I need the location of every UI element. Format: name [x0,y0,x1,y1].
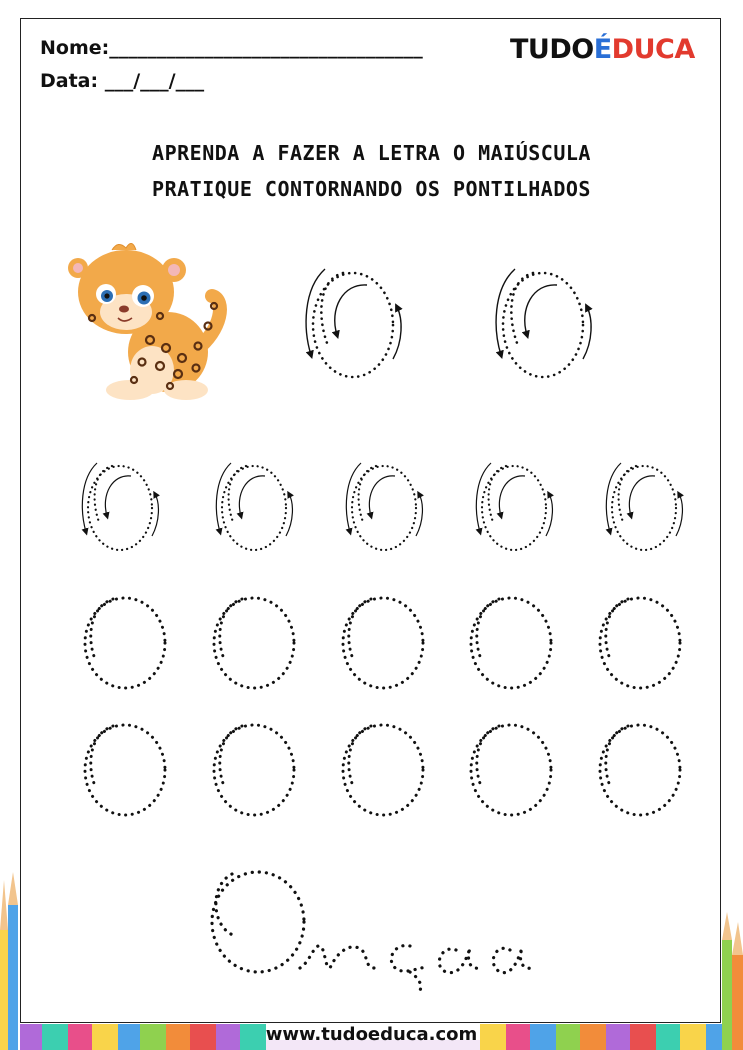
date-field-label: Data: ___/___/___ [40,70,205,92]
dotted-letter-o-r2-5 [600,725,680,815]
guided-letter-o-3 [346,463,422,550]
dotted-letter-o-r2-1 [85,725,165,815]
title-line-1: APRENDA A FAZER A LETRA O MAIÚSCULA [152,141,591,165]
guided-letter-o-large-2 [496,269,591,377]
title-line-2: PRATIQUE CONTORNANDO OS PONTILHADOS [152,177,591,201]
logo-part-2: É [593,34,612,65]
dotted-letter-o-r1-5 [600,598,680,688]
dotted-letter-o-r2-2 [214,725,294,815]
jaguar-icon [68,243,220,400]
website-url: www.tudoeduca.com [265,1024,478,1045]
guided-letter-o-4 [476,463,552,550]
dotted-letter-o-r1-3 [343,598,423,688]
traced-word-icon [212,872,534,994]
guided-letter-o-2 [216,463,292,550]
guided-letter-o-large-1 [306,269,401,377]
dotted-letter-o-r1-1 [85,598,165,688]
dotted-letter-o-r1-2 [214,598,294,688]
guided-letter-o-1 [82,463,158,550]
logo-part-1: TUDO [510,34,594,65]
dotted-letter-o-r2-3 [343,725,423,815]
logo-part-3: DUCA [611,34,695,65]
guided-letter-o-5 [606,463,682,550]
dotted-letter-o-r1-4 [471,598,551,688]
name-field-label: Nome:_________________________________ [40,37,423,59]
dotted-letter-o-r2-4 [471,725,551,815]
